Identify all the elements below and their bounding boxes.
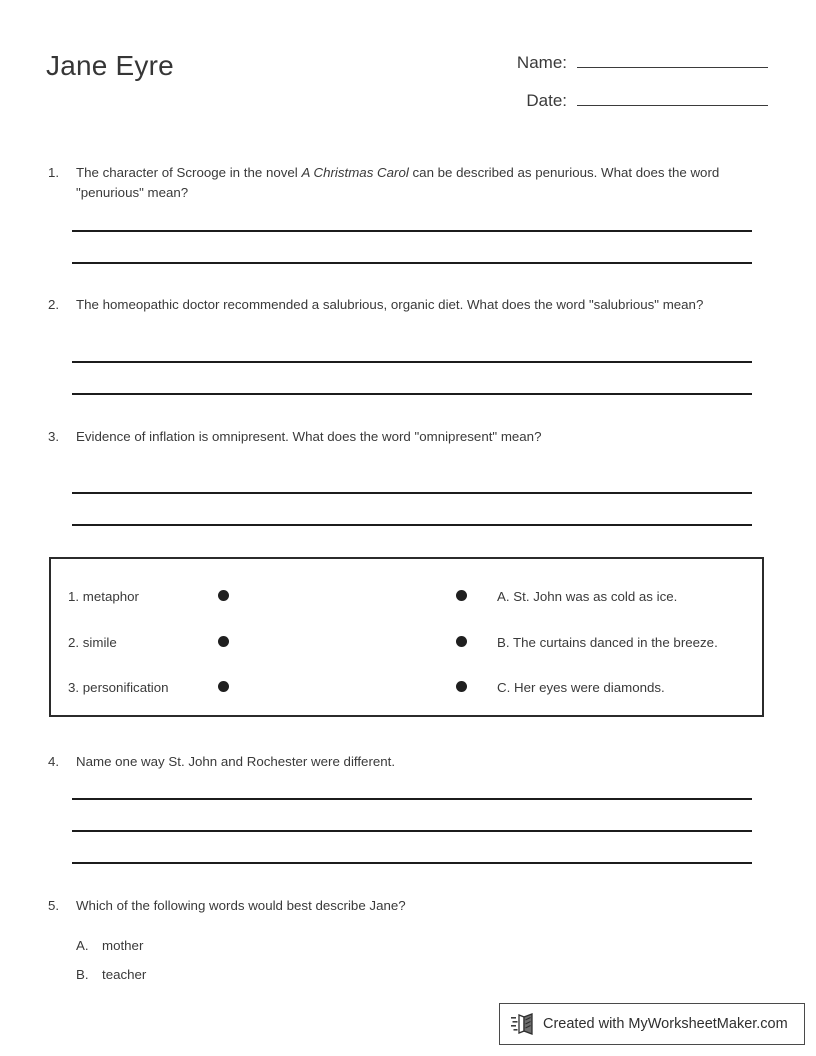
choice-a-letter: A. [76, 938, 89, 953]
answer-line[interactable] [72, 230, 752, 232]
question-4-number: 4. [48, 754, 60, 769]
name-write-line[interactable] [577, 67, 768, 68]
question-1-number: 1. [48, 165, 60, 180]
question-3-text: Evidence of inflation is omnipresent. What does the word "omnipresent" mean? [76, 429, 542, 444]
answer-line[interactable] [72, 361, 752, 363]
answer-line[interactable] [72, 262, 752, 264]
matching-left-dot-1[interactable] [218, 590, 229, 601]
created-with-text: Created with MyWorksheetMaker.com [543, 1016, 788, 1032]
choice-option-b[interactable] [76, 965, 146, 985]
question-4-text: Name one way St. John and Rochester were different. [76, 754, 396, 769]
question-2 [48, 295, 760, 315]
question-3-number: 3. [48, 429, 60, 444]
question-1-answer-lines[interactable] [72, 230, 752, 264]
question-5 [48, 896, 760, 916]
date-write-line[interactable] [577, 105, 768, 106]
matching-exercise-box [49, 557, 764, 717]
question-5-choices [76, 936, 146, 994]
question-1-text-part-a: The character of Scrooge in the novel [76, 165, 302, 180]
question-2-answer-lines[interactable] [72, 361, 752, 395]
answer-line[interactable] [72, 524, 752, 526]
answer-line[interactable] [72, 492, 752, 494]
answer-line[interactable] [72, 798, 752, 800]
matching-right-item-a: A. St. John was as cold as ice. [497, 588, 678, 604]
matching-right-dot-b[interactable] [456, 636, 467, 647]
answer-line[interactable] [72, 393, 752, 395]
matching-left-item-3: 3. personification [68, 679, 169, 695]
question-1-book-title: A Christmas Carol [301, 165, 409, 180]
name-field[interactable] [509, 53, 768, 73]
matching-row-1 [51, 585, 762, 607]
name-label: Name: [516, 53, 567, 72]
question-5-text: Which of the following words would best describe Jane? [76, 898, 406, 913]
choice-b-text: teacher [102, 967, 147, 982]
choice-a-text: mother [102, 938, 144, 953]
matching-row-2 [51, 631, 762, 653]
worksheet-maker-logo-icon [511, 1012, 537, 1036]
page-title: Jane Eyre [46, 50, 174, 81]
question-1-text-part-b: can be described as penurious. What does the word "penurious" mean? [76, 165, 720, 200]
question-2-text: The homeopathic doctor recommended a salubrious, organic diet. What does the word "salubrious" mean? [76, 297, 704, 312]
choice-option-a[interactable] [76, 936, 146, 956]
matching-left-dot-2[interactable] [218, 636, 229, 647]
question-2-number: 2. [48, 297, 60, 312]
date-field[interactable] [519, 91, 768, 111]
matching-right-item-c: C. Her eyes were diamonds. [497, 679, 665, 695]
matching-right-item-b: B. The curtains danced in the breeze. [497, 634, 718, 650]
question-1-text [76, 163, 760, 203]
created-with-badge[interactable] [499, 1003, 805, 1045]
question-3 [48, 427, 760, 447]
matching-right-dot-a[interactable] [456, 590, 467, 601]
matching-row-3 [51, 676, 762, 698]
matching-left-item-1: 1. metaphor [68, 588, 139, 604]
matching-left-item-2: 2. simile [68, 634, 117, 650]
choice-b-letter: B. [76, 967, 89, 982]
answer-line[interactable] [72, 830, 752, 832]
question-1 [48, 163, 760, 203]
question-3-answer-lines[interactable] [72, 492, 752, 526]
matching-left-dot-3[interactable] [218, 681, 229, 692]
question-5-number: 5. [48, 898, 60, 913]
question-4-answer-lines[interactable] [72, 798, 752, 864]
date-label: Date: [526, 91, 567, 110]
question-4 [48, 752, 760, 772]
matching-right-dot-c[interactable] [456, 681, 467, 692]
answer-line[interactable] [72, 862, 752, 864]
